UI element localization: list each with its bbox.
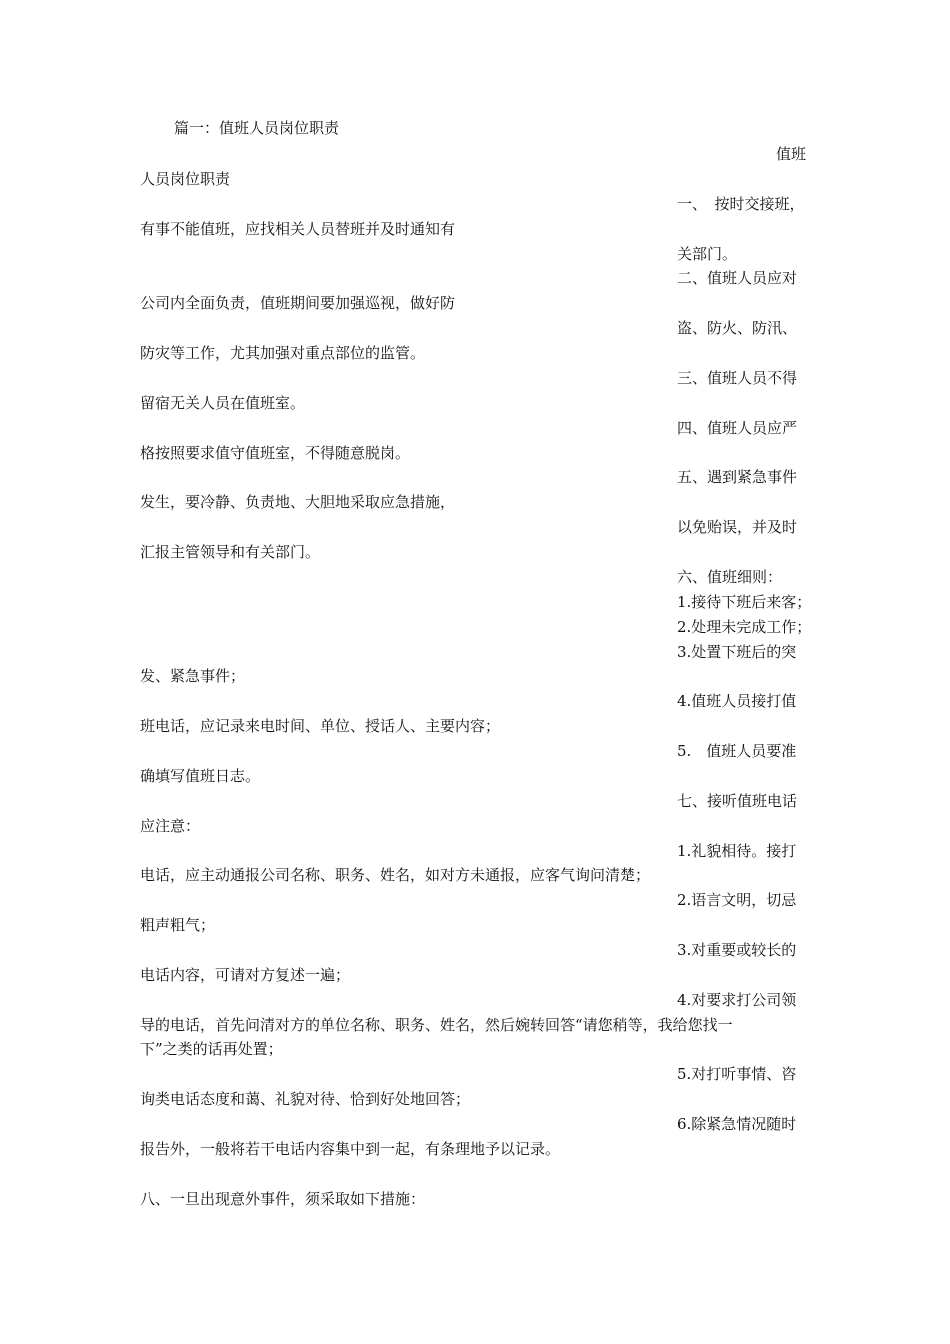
text-line: 防灾等工作，尤其加强对重点部位的监管。	[140, 344, 426, 362]
text-line: 4.对要求打公司领	[677, 991, 797, 1009]
text-line: 三、值班人员不得	[677, 369, 798, 387]
text-line: 四、值班人员应严	[677, 419, 798, 437]
text-line: 6.除紧急情况随时	[677, 1115, 797, 1133]
text-line: 3.对重要或较长的	[677, 941, 797, 959]
text-line: 5. 值班人员要准	[677, 742, 797, 760]
text-line: 3.处置下班后的突	[677, 643, 797, 661]
text-line: 1.礼貌相待。接打	[677, 842, 797, 860]
text-line: 2.处理未完成工作；	[677, 618, 812, 636]
text-line: 以免贻误，并及时	[677, 518, 798, 536]
text-line: 班电话，应记录来电时间、单位、授话人、主要内容；	[140, 717, 501, 735]
text-line: 2.语言文明，切忌	[677, 891, 797, 909]
text-line: 七、接听值班电话	[677, 792, 798, 810]
text-line: 关部门。	[677, 245, 738, 263]
text-line: 1.接待下班后来客；	[677, 593, 812, 611]
text-line: 电话，应主动通报公司名称、职务、姓名，如对方未通报，应客气询问清楚；	[140, 866, 651, 884]
text-line: 粗声粗气；	[140, 916, 216, 934]
text-line: 六、值班细则：	[677, 568, 783, 586]
text-line: 电话内容，可请对方复述一遍；	[140, 966, 351, 984]
text-line: 导的电话，首先问清对方的单位名称、职务、姓名，然后婉转回答“请您稍等，我给您找一	[140, 1016, 733, 1034]
text-line: 值班	[776, 145, 807, 163]
text-line: 询类电话态度和蔼、礼貌对待、恰到好处地回答；	[140, 1090, 471, 1108]
text-line: 有事不能值班，应找相关人员替班并及时通知有	[140, 220, 456, 238]
text-line: 八、一旦出现意外事件，须采取如下措施：	[140, 1190, 426, 1208]
text-line: 发生，要冷静、负责地、大胆地采取应急措施，	[140, 493, 456, 511]
text-line: 盗、防火、防汛、	[677, 319, 798, 337]
text-line: 五、遇到紧急事件	[677, 468, 798, 486]
text-line: 一、 按时交接班，	[677, 195, 805, 213]
text-line: 发、紧急事件；	[140, 667, 246, 685]
text-line: 公司内全面负责，值班期间要加强巡视，做好防	[140, 294, 456, 312]
text-line: 确填写值班日志。	[140, 767, 261, 785]
text-line: 汇报主管领导和有关部门。	[140, 543, 321, 561]
text-line: 留宿无关人员在值班室。	[140, 394, 306, 412]
title-line: 篇一：值班人员岗位职责	[174, 119, 340, 137]
text-line: 4.值班人员接打值	[677, 692, 797, 710]
text-line: 应注意：	[140, 817, 201, 835]
text-line: 5.对打听事情、咨	[677, 1065, 797, 1083]
text-line: 下”之类的话再处置；	[140, 1040, 283, 1058]
text-line: 报告外，一般将若干电话内容集中到一起，有条理地予以记录。	[140, 1140, 561, 1158]
text-line: 格按照要求值守值班室，不得随意脱岗。	[140, 444, 411, 462]
text-line: 二、值班人员应对	[677, 269, 798, 287]
text-line: 人员岗位职责	[140, 170, 231, 188]
